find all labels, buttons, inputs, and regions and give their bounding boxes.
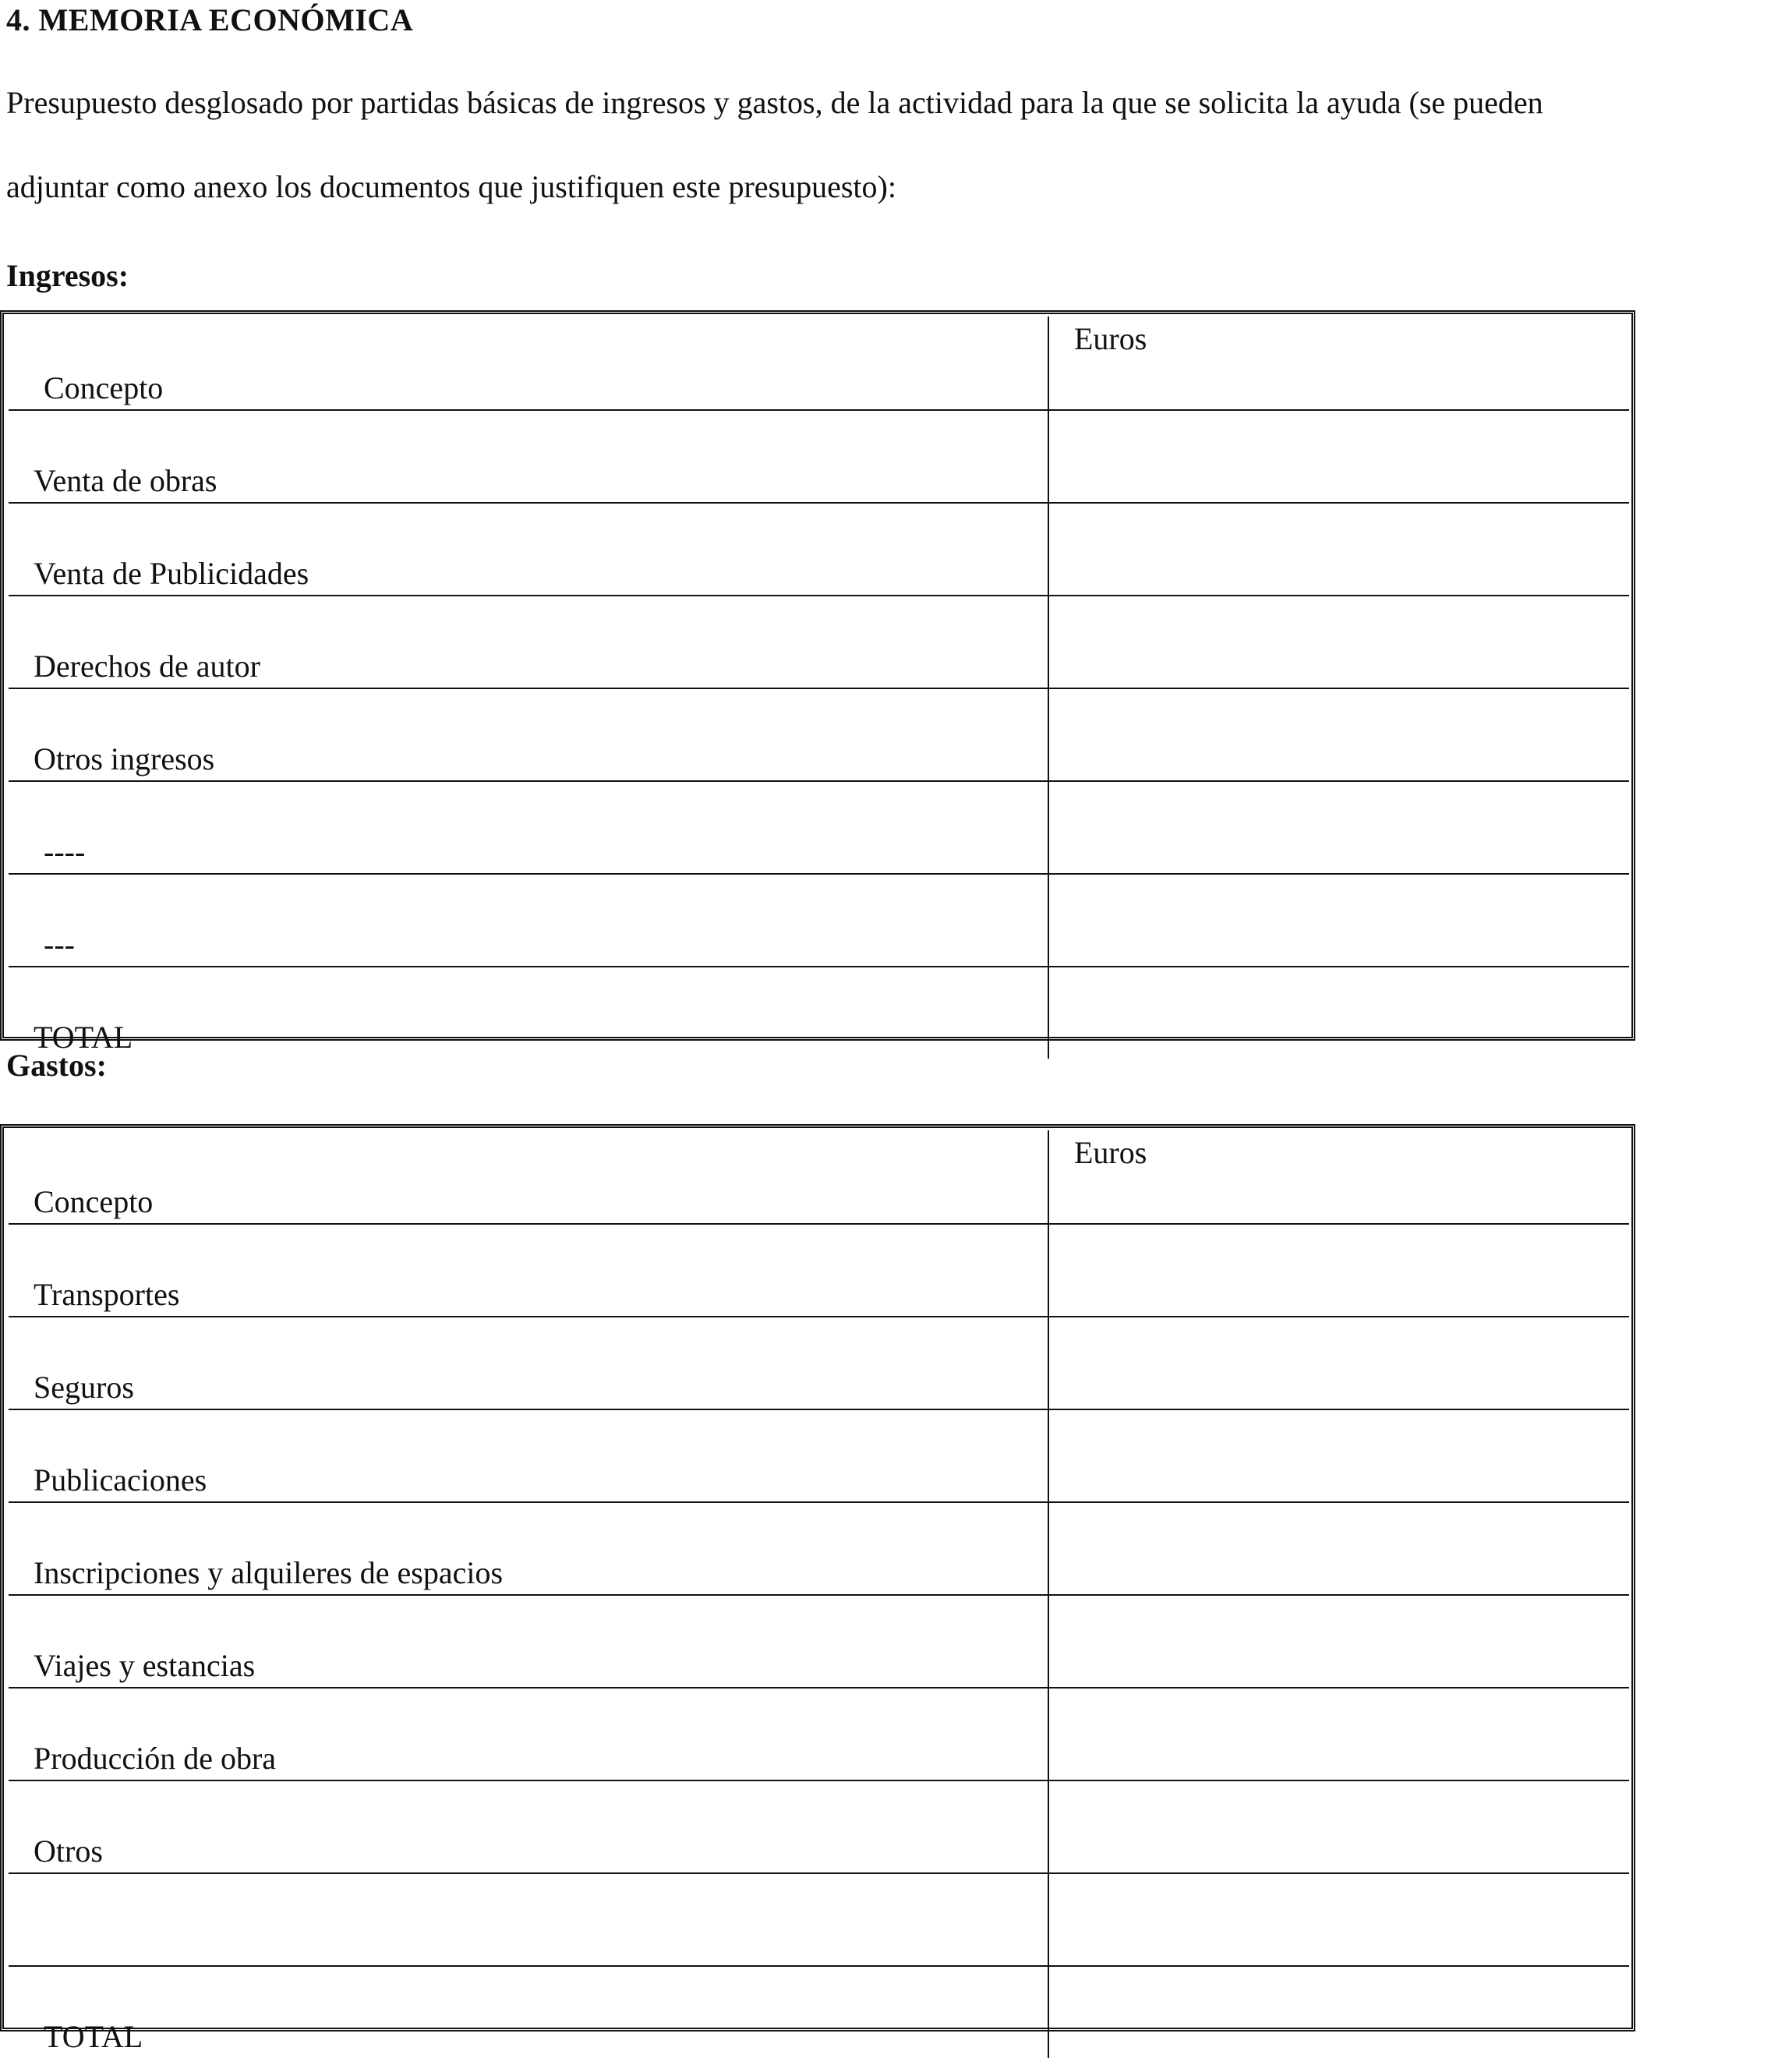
table-row [9,1873,1629,1966]
table-row [9,1224,1629,1317]
concept-column-header: Concepto [9,316,1048,410]
total-amount-cell[interactable] [1048,967,1629,1059]
concept-cell[interactable]: --- [9,874,1048,967]
gastos-heading: Gastos: [6,1048,107,1083]
euros-amount-cell[interactable] [1048,1873,1629,1966]
ingresos-heading: Ingresos: [6,258,129,293]
table-row [9,596,1629,688]
table-row [9,874,1629,967]
table-row [9,1780,1629,1873]
concept-column-header: Concepto [9,1130,1048,1224]
total-row [9,1966,1629,2058]
concept-cell: Transportes [9,1224,1048,1317]
intro-text-line-1: Presupuesto desglosado por partidas básicas de ingresos y gastos, de la actividad para la que se solicita la ayuda (se pueden [6,85,1543,120]
concept-cell: Otros ingresos [9,688,1048,781]
concept-cell: Otros [9,1780,1048,1873]
euros-amount-cell[interactable] [1048,1502,1629,1595]
total-label: TOTAL [9,1966,1048,2058]
concept-cell[interactable] [9,1873,1048,1966]
euros-column-header: Euros [1048,316,1629,410]
table-row [9,1595,1629,1688]
table-row [9,1688,1629,1780]
table-row [9,688,1629,781]
concept-cell: Seguros [9,1317,1048,1409]
table-row [9,503,1629,596]
concept-cell: Viajes y estancias [9,1595,1048,1688]
concept-cell: Producción de obra [9,1688,1048,1780]
table-row [9,781,1629,874]
table-header-row [9,316,1629,410]
table-row [9,1502,1629,1595]
section-title: 4. MEMORIA ECONÓMICA [6,2,414,37]
euros-amount-cell[interactable] [1048,874,1629,967]
euros-amount-cell[interactable] [1048,1780,1629,1873]
euros-amount-cell[interactable] [1048,781,1629,874]
euros-amount-cell[interactable] [1048,1409,1629,1502]
euros-amount-cell[interactable] [1048,1317,1629,1409]
gastos-table [0,1124,1635,2054]
ingresos-table [0,310,1635,1055]
euros-amount-cell[interactable] [1048,1688,1629,1780]
table-row [9,410,1629,503]
table-row [9,1409,1629,1502]
euros-column-header: Euros [1048,1130,1629,1224]
euros-amount-cell[interactable] [1048,688,1629,781]
table-header-row [9,1130,1629,1224]
concept-cell[interactable]: ---- [9,781,1048,874]
total-label: TOTAL [9,967,1048,1059]
concept-cell: Publicaciones [9,1409,1048,1502]
euros-amount-cell[interactable] [1048,596,1629,688]
table-row [9,1317,1629,1409]
euros-amount-cell[interactable] [1048,410,1629,503]
total-row [9,967,1629,1059]
concept-cell: Derechos de autor [9,596,1048,688]
total-amount-cell[interactable] [1048,1966,1629,2058]
concept-cell: Inscripciones y alquileres de espacios [9,1502,1048,1595]
concept-cell: Venta de Publicidades [9,503,1048,596]
euros-amount-cell[interactable] [1048,1595,1629,1688]
concept-cell: Venta de obras [9,410,1048,503]
euros-amount-cell[interactable] [1048,1224,1629,1317]
intro-text-line-2: adjuntar como anexo los documentos que justifiquen este presupuesto): [6,169,896,204]
euros-amount-cell[interactable] [1048,503,1629,596]
